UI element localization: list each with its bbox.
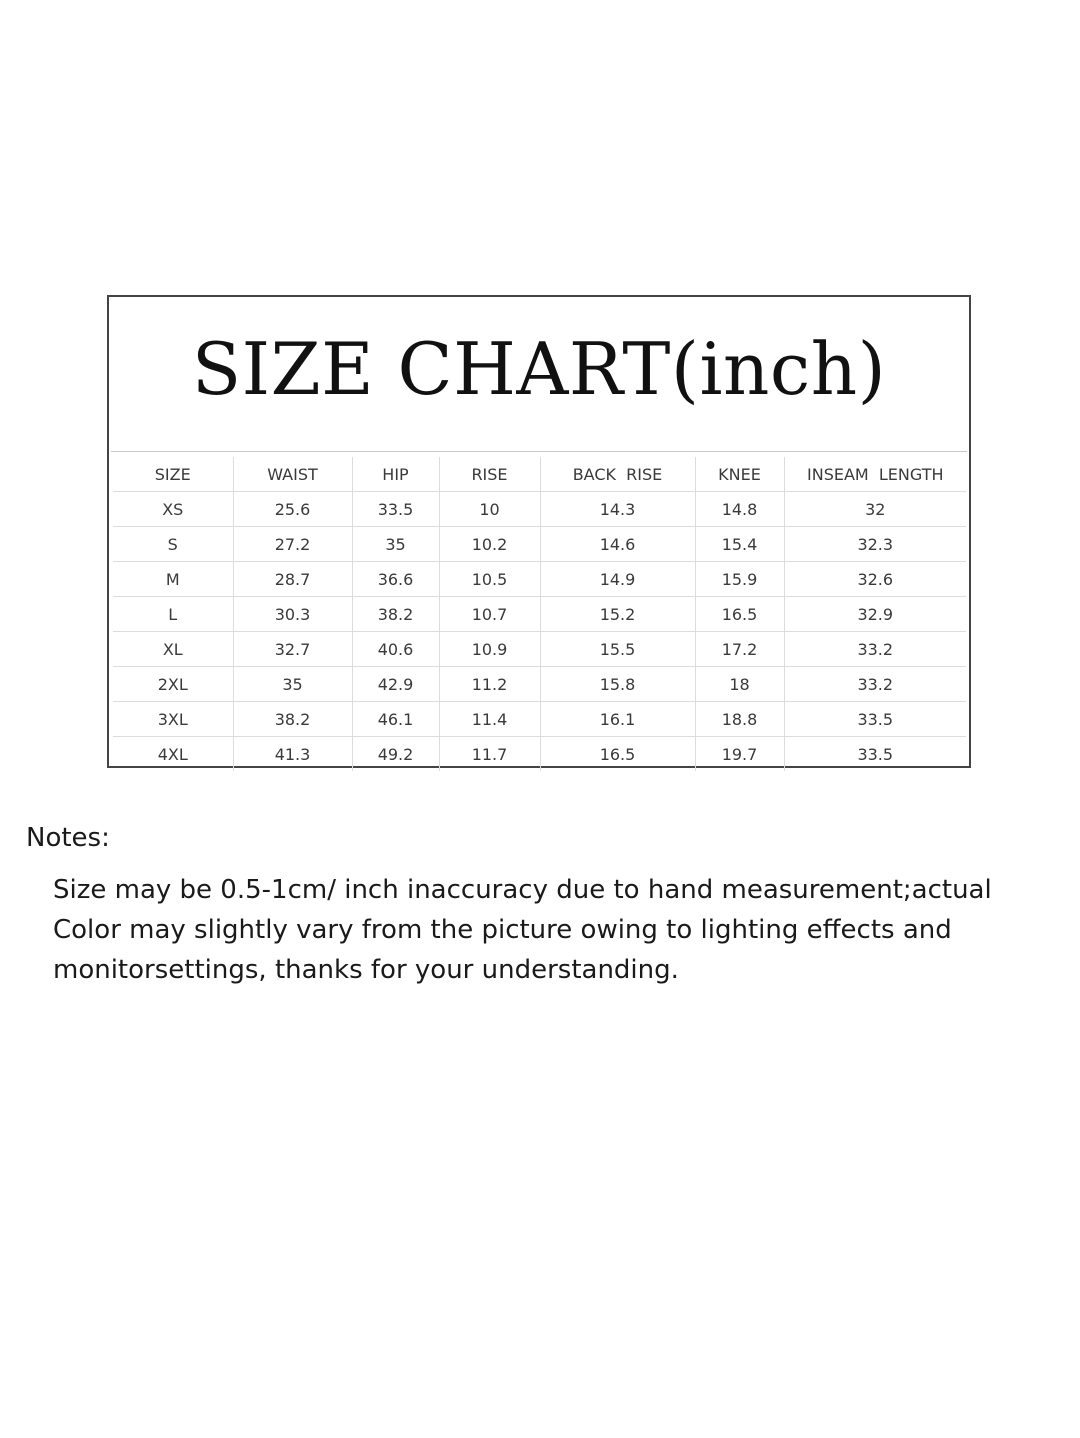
cell-knee: 15.9 [695,562,784,597]
cell-inseam-length: 33.2 [784,667,966,702]
cell-rise: 10.7 [439,597,540,632]
notes-body [53,870,1063,990]
cell-waist: 30.3 [233,597,352,632]
cell-back-rise: 15.5 [540,632,695,667]
cell-knee: 18 [695,667,784,702]
cell-inseam-length: 32.9 [784,597,966,632]
size-table [113,457,966,771]
title-divider [111,451,967,452]
table-row [113,562,966,597]
cell-back-rise: 16.5 [540,737,695,772]
cell-size: S [113,527,233,562]
cell-inseam-length: 33.5 [784,702,966,737]
table-row [113,527,966,562]
cell-hip: 35 [352,527,439,562]
cell-size: XS [113,492,233,527]
cell-waist: 35 [233,667,352,702]
cell-size: XL [113,632,233,667]
cell-back-rise: 14.6 [540,527,695,562]
notes-line: Color may slightly vary from the picture owing to lighting effects and [53,915,952,945]
cell-knee: 18.8 [695,702,784,737]
cell-knee: 16.5 [695,597,784,632]
cell-hip: 38.2 [352,597,439,632]
cell-hip: 46.1 [352,702,439,737]
table-row [113,597,966,632]
cell-rise: 10.2 [439,527,540,562]
cell-waist: 27.2 [233,527,352,562]
size-chart-box [107,295,971,768]
table-row [113,632,966,667]
cell-rise: 11.2 [439,667,540,702]
cell-size: M [113,562,233,597]
cell-waist: 41.3 [233,737,352,772]
table-row [113,737,966,772]
cell-rise: 11.7 [439,737,540,772]
cell-waist: 32.7 [233,632,352,667]
cell-hip: 33.5 [352,492,439,527]
cell-hip: 36.6 [352,562,439,597]
cell-back-rise: 15.2 [540,597,695,632]
cell-size: 3XL [113,702,233,737]
cell-hip: 49.2 [352,737,439,772]
cell-size: 2XL [113,667,233,702]
cell-back-rise: 16.1 [540,702,695,737]
cell-waist: 25.6 [233,492,352,527]
notes-heading: Notes: [26,823,110,853]
header-hip: HIP [352,457,439,492]
cell-inseam-length: 33.2 [784,632,966,667]
cell-rise: 11.4 [439,702,540,737]
cell-inseam-length: 32.3 [784,527,966,562]
cell-rise: 10.5 [439,562,540,597]
cell-knee: 17.2 [695,632,784,667]
header-inseam-length: INSEAM LENGTH [784,457,966,492]
header-rise: RISE [439,457,540,492]
table-row [113,492,966,527]
cell-knee: 15.4 [695,527,784,562]
header-back-rise: BACK RISE [540,457,695,492]
notes-line: monitorsettings, thanks for your understanding. [53,955,679,985]
cell-inseam-length: 32.6 [784,562,966,597]
cell-hip: 42.9 [352,667,439,702]
header-size: SIZE [113,457,233,492]
cell-knee: 14.8 [695,492,784,527]
cell-waist: 38.2 [233,702,352,737]
cell-inseam-length: 33.5 [784,737,966,772]
cell-back-rise: 15.8 [540,667,695,702]
cell-waist: 28.7 [233,562,352,597]
table-row [113,667,966,702]
cell-size: L [113,597,233,632]
header-knee: KNEE [695,457,784,492]
header-waist: WAIST [233,457,352,492]
notes-line: Size may be 0.5-1cm/ inch inaccuracy due to hand measurement;actual [53,875,992,905]
cell-back-rise: 14.3 [540,492,695,527]
cell-rise: 10.9 [439,632,540,667]
cell-knee: 19.7 [695,737,784,772]
chart-title: SIZE CHART(inch) [191,327,887,411]
cell-hip: 40.6 [352,632,439,667]
cell-back-rise: 14.9 [540,562,695,597]
cell-rise: 10 [439,492,540,527]
table-row [113,702,966,737]
table-header-row [113,457,966,492]
cell-size: 4XL [157,744,188,764]
cell-inseam-length: 32 [784,492,966,527]
